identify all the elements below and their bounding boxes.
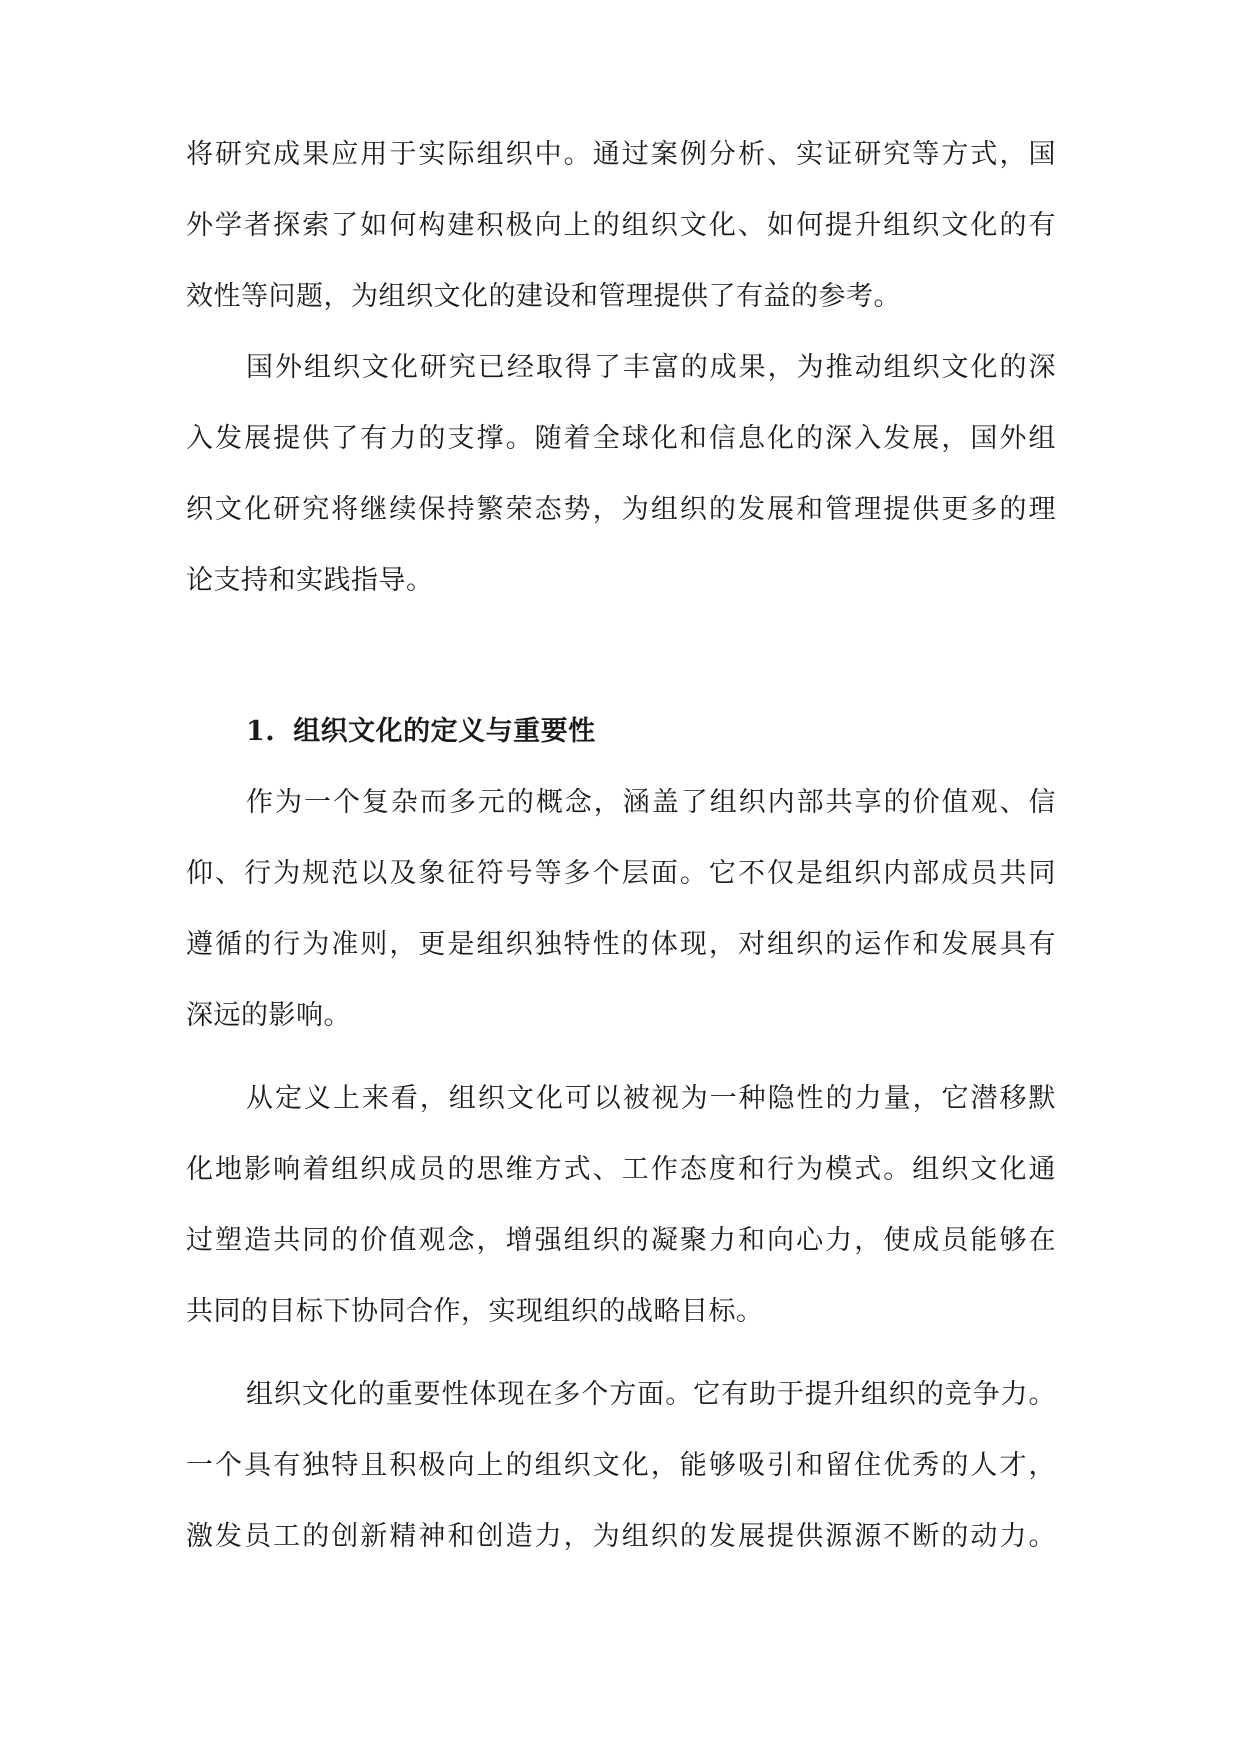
paragraph-1-line-1: 将研究成果应用于实际组织中。通过案例分析、实证研究等方式，国 — [186, 139, 1056, 170]
paragraph-4-line-4: 共同的目标下协同合作，实现组织的战略目标。 — [186, 1296, 764, 1327]
paragraph-2-line-4: 论支持和实践指导。 — [186, 565, 434, 596]
paragraph-4-line-1: 从定义上来看，组织文化可以被视为一种隐性的力量，它潜移默 — [246, 1083, 1056, 1114]
paragraph-1-line-2: 外学者探索了如何构建积极向上的组织文化、如何提升组织文化的有 — [186, 210, 1056, 241]
paragraph-4-line-2: 化地影响着组织成员的思维方式、工作态度和行为模式。组织文化通 — [186, 1154, 1056, 1185]
paragraph-3-line-2: 仰、行为规范以及象征符号等多个层面。它不仅是组织内部成员共同 — [186, 858, 1056, 889]
section-heading-title: 组织文化的定义与重要性 — [293, 716, 596, 747]
paragraph-2-line-1: 国外组织文化研究已经取得了丰富的成果，为推动组织文化的深 — [246, 352, 1056, 383]
paragraph-5-line-1: 组织文化的重要性体现在多个方面。它有助于提升组织的竞争力。 — [246, 1379, 1056, 1410]
paragraph-3-line-4: 深远的影响。 — [186, 1000, 351, 1031]
paragraph-3-line-3: 遵循的行为准则，更是组织独特性的体现，对组织的运作和发展具有 — [186, 929, 1056, 960]
paragraph-2-line-2: 入发展提供了有力的支撑。随着全球化和信息化的深入发展，国外组 — [186, 423, 1056, 454]
paragraph-3-line-1: 作为一个复杂而多元的概念，涵盖了组织内部共享的价值观、信 — [246, 787, 1056, 818]
paragraph-1-line-3: 效性等问题，为组织文化的建设和管理提供了有益的参考。 — [186, 281, 901, 312]
paragraph-5-line-3: 激发员工的创新精神和创造力，为组织的发展提供源源不断的动力。 — [186, 1521, 1056, 1552]
paragraph-5-line-2: 一个具有独特且积极向上的组织文化，能够吸引和留住优秀的人才， — [186, 1450, 1056, 1481]
paragraph-2-line-3: 织文化研究将继续保持繁荣态势，为组织的发展和管理提供更多的理 — [186, 494, 1056, 525]
section-heading — [246, 714, 596, 750]
paragraph-4-line-3: 过塑造共同的价值观念，增强组织的凝聚力和向心力，使成员能够在 — [186, 1225, 1056, 1256]
section-heading-number: 1. — [246, 716, 276, 747]
